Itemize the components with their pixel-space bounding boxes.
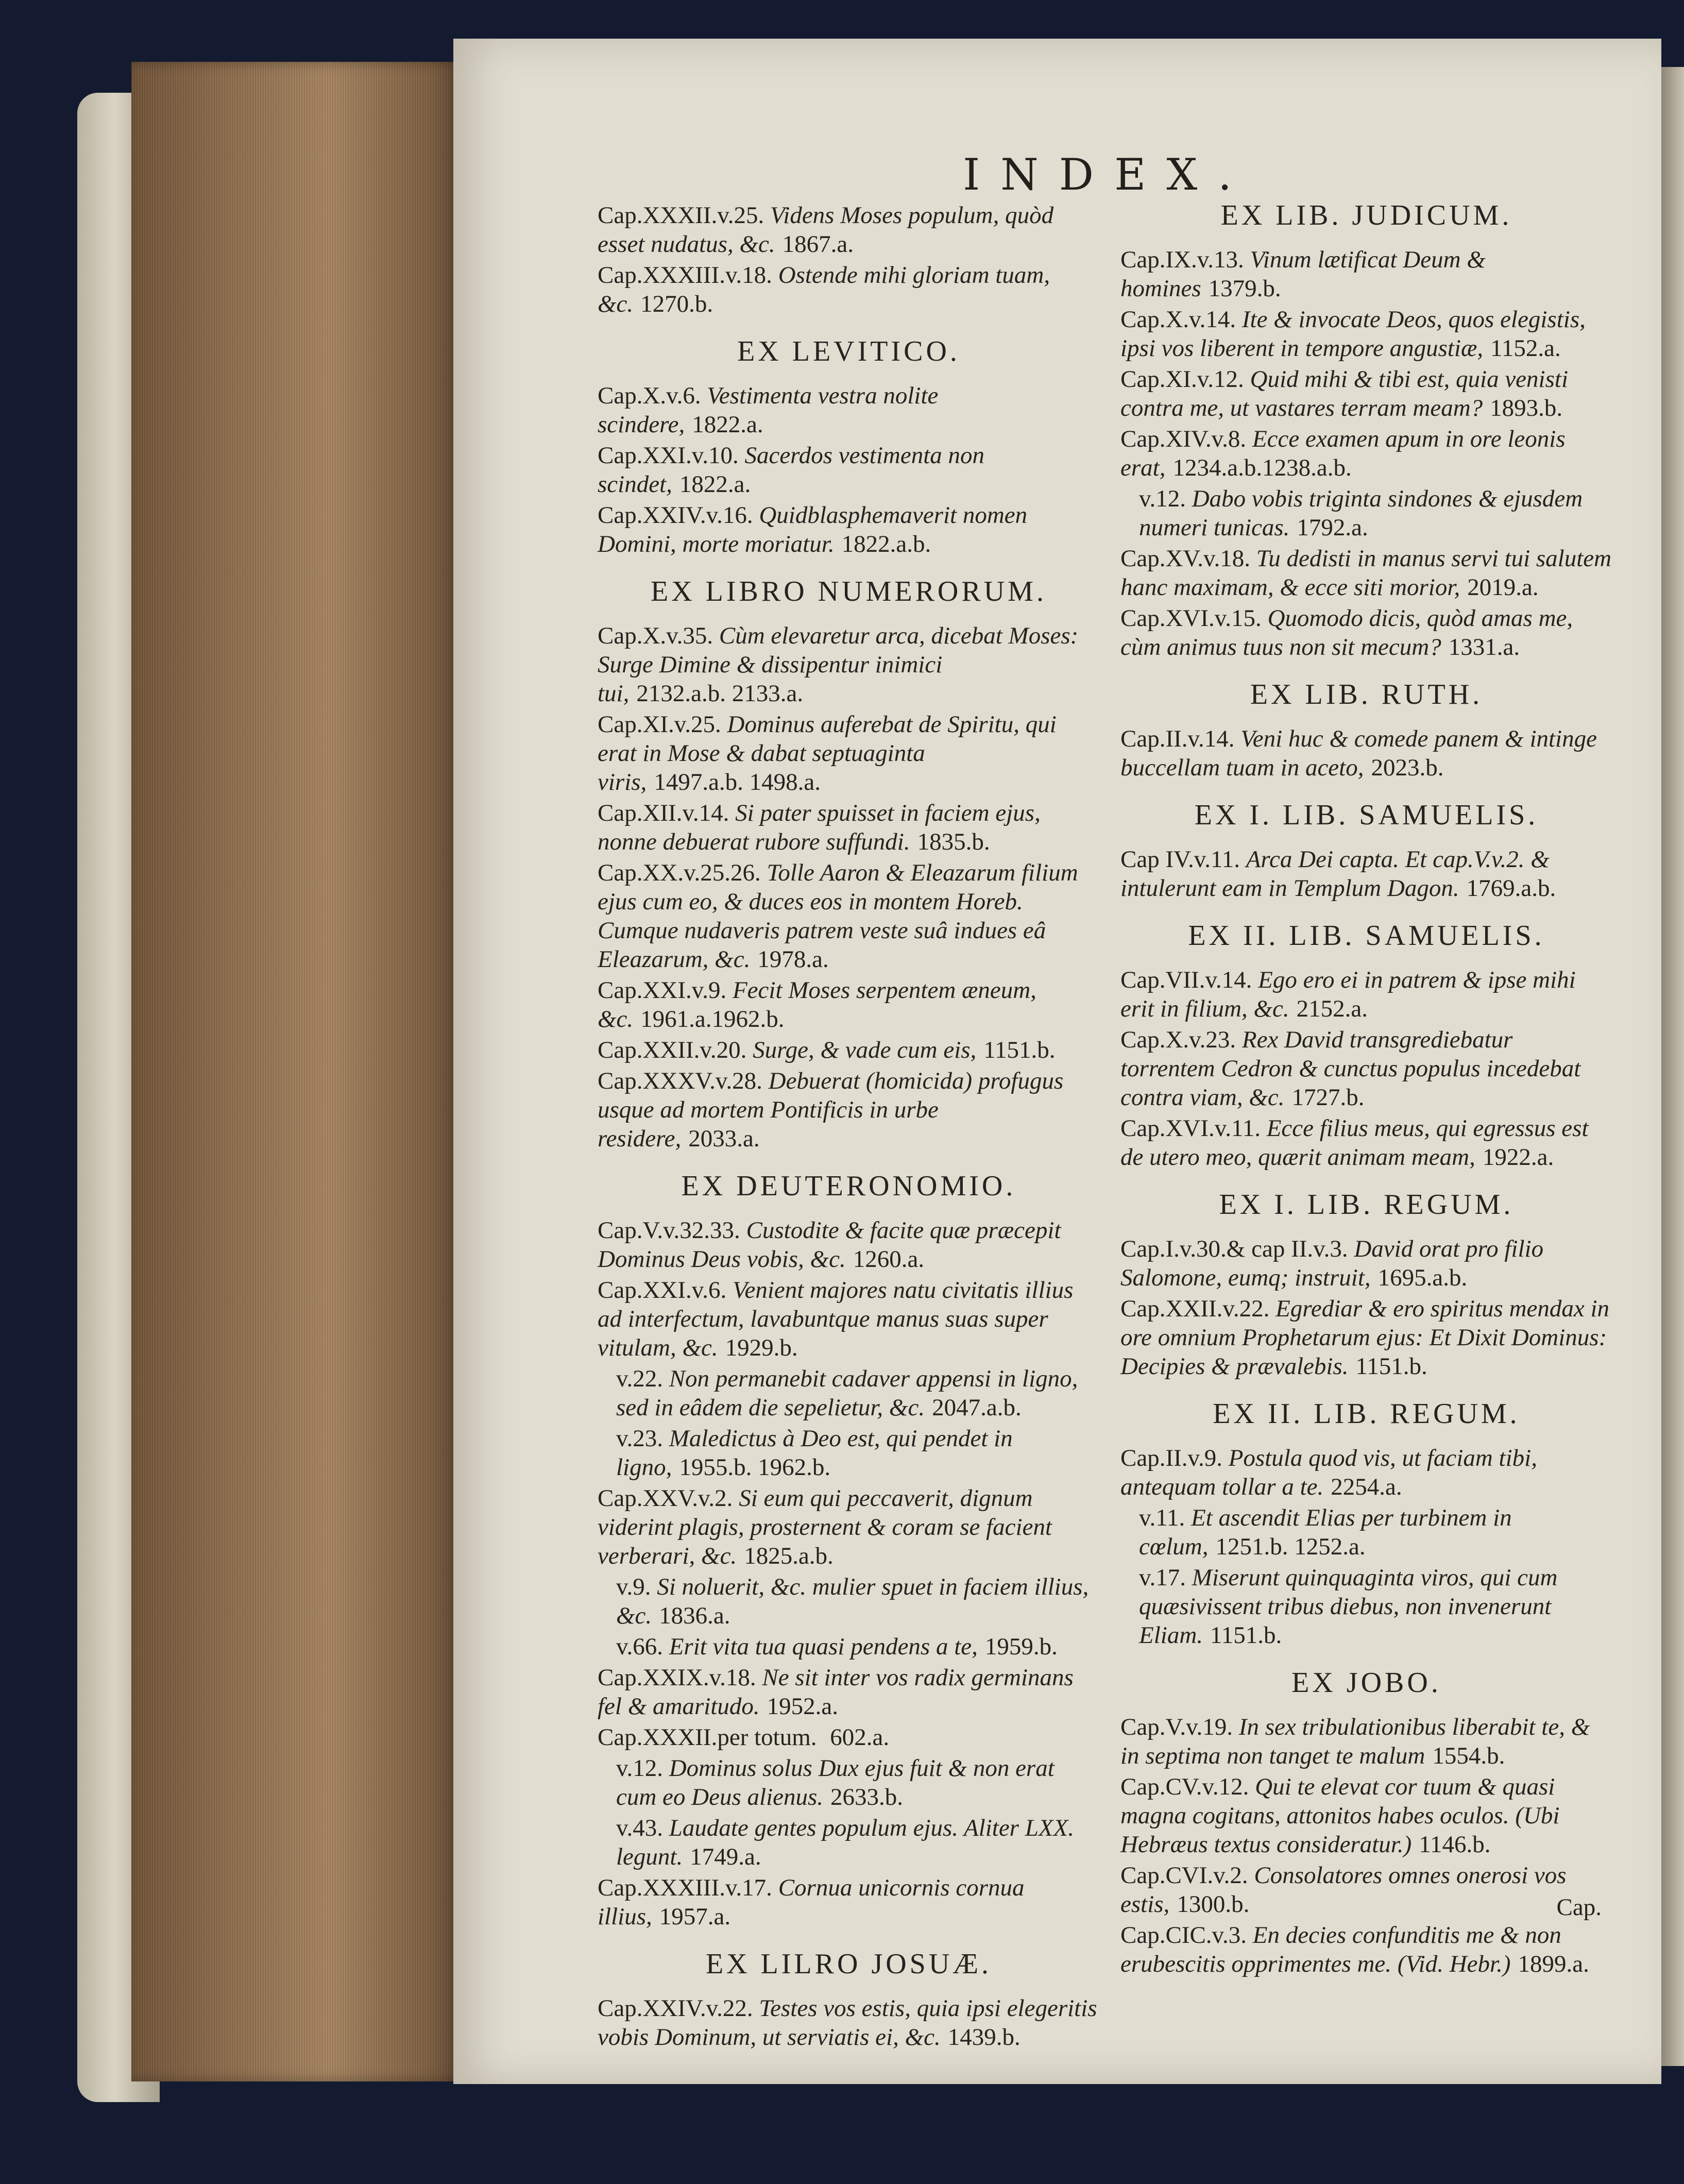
entry-reference: Cap.XXIV.v.16. bbox=[598, 502, 753, 529]
entry-text: Cornua unicornis cornua illius, bbox=[598, 1874, 1025, 1930]
index-entry bbox=[598, 799, 1100, 856]
index-entry bbox=[1120, 1114, 1612, 1172]
entry-text: Egrediar & ero spiritus mendax in ore omnium Prophetarum ejus: Et Dixit Dominus: Decipies & prævalebis. bbox=[1120, 1295, 1610, 1380]
index-section bbox=[1120, 680, 1612, 782]
index-entry bbox=[598, 1036, 1100, 1064]
entry-page: 1270.b. bbox=[640, 291, 713, 317]
index-entry bbox=[598, 710, 1100, 797]
entry-reference: Cap.XXIX.v.18. bbox=[598, 1664, 756, 1691]
entry-reference: Cap.XXII.v.20. bbox=[598, 1037, 747, 1063]
entry-text: In sex tribulationibus liberabit te, & in septima non tanget te malum bbox=[1120, 1714, 1590, 1769]
entry-reference: Cap.XX.v.25.26. bbox=[598, 859, 761, 886]
index-section bbox=[1120, 1190, 1612, 1381]
entry-text: Cùm elevaretur arca, dicebat Moses: Surge Dimine & dissipentur inimici tui, bbox=[598, 622, 1079, 707]
entry-page: 1836.a. bbox=[659, 1602, 730, 1629]
entry-text: Quid mihi & tibi est, quia venisti contra me, ut vastares terram meam? bbox=[1120, 366, 1569, 421]
facing-page-edge bbox=[1661, 67, 1684, 2066]
entry-text: Sacerdos vestimenta non scindet, bbox=[598, 442, 985, 498]
entry-page: 1331.a. bbox=[1448, 634, 1520, 661]
entry-reference: Cap.V.v.19. bbox=[1120, 1714, 1233, 1740]
section-title: EX I. LIB. SAMUELIS. bbox=[1194, 799, 1539, 831]
entry-reference: Cap.XV.v.18. bbox=[1120, 545, 1250, 572]
entry-page: 1952.a. bbox=[767, 1693, 839, 1720]
entry-text: Erit vita tua quasi pendens a te, bbox=[669, 1633, 978, 1660]
entry-text: Tu dedisti in manus servi tui salutem hanc maximam, & ecce siti morior, bbox=[1120, 545, 1612, 601]
section-title: EX LIB. RUTH. bbox=[1250, 679, 1483, 710]
section-title: EX LIB. JUDICUM. bbox=[1220, 199, 1512, 231]
entry-reference: Cap.VII.v.14. bbox=[1120, 967, 1252, 993]
entry-page: 1978.a. bbox=[757, 946, 829, 973]
section-title: EX JOBO. bbox=[1291, 1667, 1441, 1699]
entry-text: Veni huc & comede panem & intinge buccellam tuam in aceto, bbox=[1120, 725, 1597, 781]
index-entry bbox=[598, 976, 1100, 1034]
entry-page: 1727.b. bbox=[1291, 1084, 1365, 1111]
entry-reference: Cap.XI.v.12. bbox=[1120, 366, 1244, 393]
entry-text: Arca Dei capta. Et cap.V.v.2. & intulerunt eam in Templum Dagon. bbox=[1120, 846, 1550, 902]
entry-page: 602.a. bbox=[830, 1724, 890, 1751]
entry-text: Vinum lætificat Deum & homines bbox=[1120, 246, 1486, 302]
index-entry bbox=[1120, 245, 1612, 303]
index-entry bbox=[598, 1484, 1100, 1570]
index-section bbox=[598, 337, 1100, 558]
entry-reference: Cap.X.v.23. bbox=[1120, 1026, 1236, 1053]
entry-page: 1260.a. bbox=[853, 1246, 925, 1273]
index-section bbox=[598, 1950, 1100, 2052]
entry-text: Et ascendit Elias per turbinem in cœlum, bbox=[1139, 1504, 1512, 1560]
entry-text: Surge, & vade cum eis, bbox=[753, 1037, 977, 1063]
section-title: EX DEUTERONOMIO. bbox=[681, 1170, 1016, 1202]
section-title: EX LILRO JOSUÆ. bbox=[705, 1948, 992, 1980]
entry-page: 1929.b. bbox=[725, 1334, 798, 1361]
entry-reference: Cap.XXXIII.v.17. bbox=[598, 1874, 772, 1901]
entry-reference: Cap.CVI.v.2. bbox=[1120, 1862, 1248, 1889]
entry-page: 1769.a.b. bbox=[1466, 875, 1556, 902]
entry-page: 1822.a. bbox=[692, 411, 763, 438]
index-entry bbox=[598, 1364, 1100, 1422]
entry-page: 2254.a. bbox=[1331, 1474, 1402, 1500]
index-entry bbox=[598, 381, 1100, 439]
entry-page: 1899.a. bbox=[1518, 1951, 1589, 1977]
entry-text: Fecit Moses serpentem æneum, &c. bbox=[598, 977, 1036, 1032]
index-entry bbox=[598, 201, 1100, 259]
section-title: EX LIBRO NUMERORUM. bbox=[651, 575, 1047, 607]
entry-reference: Cap.IX.v.13. bbox=[1120, 246, 1244, 273]
index-entry bbox=[1120, 1234, 1612, 1292]
entry-reference: Cap.XXXV.v.28. bbox=[598, 1068, 762, 1094]
entry-reference: Cap.II.v.14. bbox=[1120, 725, 1235, 752]
entry-reference: v.9. bbox=[616, 1573, 651, 1600]
entry-text: Postula quod vis, ut faciam tibi, antequam tollar a te. bbox=[1120, 1445, 1537, 1500]
index-entry bbox=[1120, 724, 1612, 782]
entry-text: Ne sit inter vos radix germinans fel & amaritudo. bbox=[598, 1664, 1074, 1720]
entry-page: 1695.a.b. bbox=[1377, 1264, 1468, 1291]
entry-page: 1835.b. bbox=[917, 828, 990, 855]
entry-reference: Cap.XXI.v.10. bbox=[598, 442, 739, 469]
index-section bbox=[1120, 921, 1612, 1172]
entry-reference: v.22. bbox=[616, 1365, 663, 1392]
index-entry bbox=[598, 1572, 1100, 1630]
index-section bbox=[1120, 801, 1612, 903]
index-entry bbox=[598, 1873, 1100, 1931]
entry-page: 1151.b. bbox=[983, 1037, 1056, 1063]
entry-reference: v.23. bbox=[616, 1425, 663, 1452]
index-entry bbox=[1120, 365, 1612, 422]
index-entry bbox=[598, 621, 1100, 708]
index-section bbox=[1120, 201, 1612, 662]
entry-page: 1825.a.b. bbox=[744, 1543, 834, 1569]
entry-text: Si noluerit, &c. mulier spuet in faciem illius, &c. bbox=[616, 1573, 1089, 1629]
entry-reference: Cap.CIC.v.3. bbox=[1120, 1922, 1247, 1949]
index-entry bbox=[1120, 1713, 1612, 1770]
entry-text: Consolatores omnes onerosi vos estis, bbox=[1120, 1862, 1567, 1918]
entry-text: Vestimenta vestra nolite scindere, bbox=[598, 382, 939, 438]
entry-reference: v.66. bbox=[616, 1633, 663, 1660]
entry-reference: Cap.XXXII.v.25. bbox=[598, 202, 764, 229]
entry-text: Ite & invocate Deos, quos elegistis, ipsi vos liberent in tempore angustiæ, bbox=[1120, 306, 1586, 362]
entry-page: 1922.a. bbox=[1482, 1144, 1554, 1171]
entry-text: Ego ero ei in patrem & ipse mihi erit in filium, &c. bbox=[1120, 967, 1576, 1022]
index-entry bbox=[1120, 1025, 1612, 1112]
entry-page: 1792.a. bbox=[1297, 514, 1368, 541]
entry-page: 1151.b. bbox=[1210, 1622, 1282, 1649]
entry-reference: Cap.XI.v.25. bbox=[598, 711, 721, 738]
entry-reference: Cap.X.v.35. bbox=[598, 622, 713, 649]
entry-page: 1439.b. bbox=[947, 2024, 1020, 2051]
entry-reference: Cap.CV.v.12. bbox=[1120, 1773, 1249, 1800]
entry-page: 1822.a.b. bbox=[841, 531, 931, 557]
index-entry bbox=[598, 1632, 1100, 1661]
entry-page: 1300.b. bbox=[1177, 1891, 1250, 1918]
index-entry bbox=[1120, 1444, 1612, 1501]
entry-reference: Cap.X.v.14. bbox=[1120, 306, 1236, 333]
entry-page: 1234.a.b.1238.a.b. bbox=[1172, 454, 1352, 481]
entry-text: Si pater spuisset in faciem ejus, nonne debuerat rubore suffundi. bbox=[598, 800, 1041, 855]
entry-page: 1749.a. bbox=[690, 1843, 761, 1870]
page-edges bbox=[131, 62, 461, 2081]
index-entry bbox=[598, 858, 1100, 974]
entry-text: Dabo vobis triginta sindones & ejusdem numeri tunicas. bbox=[1139, 485, 1583, 541]
entry-text: Venient majores natu civitatis illius ad interfectum, lavabuntque manus suas super vitulam, &c. bbox=[598, 1277, 1074, 1361]
entry-page: 1961.a.1962.b. bbox=[640, 1006, 785, 1032]
entry-reference: Cap IV.v.11. bbox=[1120, 846, 1240, 873]
entry-text: David orat pro filio Salomone, eumq; instruit, bbox=[1120, 1235, 1544, 1291]
entry-page: 1379.b. bbox=[1208, 275, 1281, 302]
index-entry bbox=[1120, 1294, 1612, 1381]
index-entry bbox=[598, 1424, 1100, 1482]
entry-text: Si eum qui peccaverit, dignum viderint plagis, prosternent & coram se facient verberari, &c. bbox=[598, 1485, 1052, 1569]
entry-text: Non permanebit cadaver appensi in ligno, sed in eâdem die sepelietur, &c. bbox=[616, 1365, 1078, 1421]
left-column bbox=[598, 201, 1100, 2058]
entry-page: 1822.a. bbox=[679, 471, 751, 498]
catchword: Cap. bbox=[1556, 1894, 1602, 1921]
index-section bbox=[598, 1172, 1100, 1931]
entry-reference: v.11. bbox=[1139, 1504, 1185, 1531]
entry-page: 2047.a.b. bbox=[932, 1394, 1022, 1421]
index-entry bbox=[1120, 604, 1612, 662]
entry-text: Miserunt quinquaginta viros, qui cum quæsivissent tribus diebus, non invenerunt Eliam. bbox=[1139, 1564, 1558, 1649]
index-entry bbox=[598, 261, 1100, 318]
entry-page: 2023.b. bbox=[1371, 754, 1444, 781]
entry-text: Rex David transgrediebatur torrentem Cedron & cunctus populus incedebat contra viam, &c. bbox=[1120, 1026, 1581, 1111]
entry-text: Debuerat (homicida) profugus usque ad mortem Pontificis in urbe residere, bbox=[598, 1068, 1064, 1152]
entry-reference: Cap.II.v.9. bbox=[1120, 1445, 1222, 1471]
index-entry bbox=[598, 1723, 1100, 1752]
entry-reference: Cap.XVI.v.11. bbox=[1120, 1115, 1261, 1142]
section-title: EX LEVITICO. bbox=[737, 335, 960, 367]
index-entry bbox=[1120, 845, 1612, 903]
entry-reference: v.12. bbox=[616, 1755, 663, 1782]
entry-reference: v.12. bbox=[1139, 485, 1186, 512]
index-section bbox=[598, 201, 1100, 318]
entry-reference: Cap.XXV.v.2. bbox=[598, 1485, 733, 1512]
index-entry bbox=[1120, 544, 1612, 602]
entry-page: 1955.b. 1962.b. bbox=[679, 1454, 831, 1481]
index-section bbox=[598, 577, 1100, 1153]
entry-page: 2633.b. bbox=[830, 1784, 904, 1810]
entry-reference: Cap.XII.v.14. bbox=[598, 800, 729, 826]
index-entry bbox=[1120, 1503, 1612, 1561]
index-entry bbox=[598, 1276, 1100, 1362]
index-entry bbox=[1120, 1563, 1612, 1650]
entry-page: 2019.a. bbox=[1467, 574, 1539, 601]
entry-text: Dominus solus Dux ejus fuit & non erat cum eo Deus alienus. bbox=[616, 1755, 1054, 1810]
entry-reference: Cap.XXXII.per totum. bbox=[598, 1724, 817, 1751]
entry-text: Custodite & facite quæ præcepit Dominus Deus vobis, &c. bbox=[598, 1217, 1061, 1273]
entry-page: 1251.b. 1252.a. bbox=[1215, 1533, 1366, 1560]
entry-text: Testes vos estis, quia ipsi elegeritis vobis Dominum, ut serviatis ei, &c. bbox=[598, 1995, 1097, 2051]
entry-reference: Cap.XXI.v.6. bbox=[598, 1277, 727, 1303]
entry-text: Tolle Aaron & Eleazarum filium ejus cum eo, & duces eos in montem Horeb. Cumque nudaveris patrem veste suâ indues eâ Eleazarum, &c. bbox=[598, 859, 1078, 973]
index-entry bbox=[598, 1994, 1100, 2052]
entry-page: 1152.a. bbox=[1490, 335, 1561, 362]
entry-reference: Cap.XIV.v.8. bbox=[1120, 426, 1247, 452]
entry-reference: Cap.V.v.32.33. bbox=[598, 1217, 740, 1244]
entry-page: 1146.b. bbox=[1419, 1831, 1491, 1858]
index-entry bbox=[598, 1814, 1100, 1871]
index-section bbox=[1120, 1399, 1612, 1650]
index-entry bbox=[1120, 484, 1612, 542]
entry-page: 2033.a. bbox=[688, 1125, 760, 1152]
entry-reference: Cap.I.v.30.& cap II.v.3. bbox=[1120, 1235, 1348, 1262]
entry-reference: Cap.XVI.v.15. bbox=[1120, 605, 1262, 632]
index-entry bbox=[598, 1216, 1100, 1274]
entry-text: Qui te elevat cor tuum & quasi magna cogitans, attonitos habes oculos. (Ubi Hebræus textus consideratur.) bbox=[1120, 1773, 1560, 1858]
entry-text: Ecce examen apum in ore leonis erat, bbox=[1120, 426, 1566, 481]
entry-text: Quomodo dicis, quòd amas me, cùm animus tuus non sit mecum? bbox=[1120, 605, 1573, 661]
entry-reference: Cap.XXI.v.9. bbox=[598, 977, 727, 1004]
page-header: INDEX. bbox=[963, 149, 1252, 200]
entry-text: En decies confunditis me & non erubescitis opprimentes me. (Vid. Hebr.) bbox=[1120, 1922, 1561, 1977]
entry-text: Laudate gentes populum ejus. Aliter LXX. legunt. bbox=[616, 1815, 1075, 1870]
entry-reference: v.17. bbox=[1139, 1564, 1186, 1591]
entry-page: 1867.a. bbox=[782, 231, 854, 258]
entry-reference: Cap.XXXIII.v.18. bbox=[598, 262, 772, 289]
index-entry bbox=[598, 1663, 1100, 1721]
entry-page: 1959.b. bbox=[984, 1633, 1058, 1660]
right-column bbox=[1120, 201, 1612, 1985]
index-entry bbox=[598, 441, 1100, 499]
entry-page: 1554.b. bbox=[1432, 1742, 1505, 1769]
section-title: EX II. LIB. REGUM. bbox=[1213, 1398, 1520, 1430]
index-entry bbox=[1120, 966, 1612, 1023]
entry-page: 2132.a.b. 2133.a. bbox=[636, 680, 804, 707]
section-title: EX II. LIB. SAMUELIS. bbox=[1188, 920, 1545, 952]
entry-reference: Cap.XXII.v.22. bbox=[1120, 1295, 1270, 1322]
section-title: EX I. LIB. REGUM. bbox=[1219, 1189, 1514, 1221]
entry-text: Videns Moses populum, quòd esset nudatus, &c. bbox=[598, 202, 1054, 258]
index-entry bbox=[1120, 425, 1612, 482]
index-entry bbox=[1120, 1861, 1612, 1919]
entry-text: Quidblasphemaverit nomen Domini, morte moriatur. bbox=[598, 502, 1028, 557]
entry-text: Ostende mihi gloriam tuam, &c. bbox=[598, 262, 1050, 317]
entry-text: Ecce filius meus, qui egressus est de utero meo, quærit animam meam, bbox=[1120, 1115, 1589, 1171]
index-entry bbox=[598, 1754, 1100, 1811]
entry-page: 2152.a. bbox=[1296, 995, 1368, 1022]
entry-reference: v.43. bbox=[616, 1815, 663, 1841]
index-entry bbox=[1120, 1921, 1612, 1978]
entry-text: Maledictus à Deo est, qui pendet in ligno, bbox=[616, 1425, 1013, 1481]
entry-reference: Cap.XXIV.v.22. bbox=[598, 1995, 753, 2022]
entry-page: 1151.b. bbox=[1355, 1353, 1427, 1380]
index-entry bbox=[1120, 1772, 1612, 1859]
index-section bbox=[1120, 1668, 1612, 1978]
entry-page: 1497.a.b. 1498.a. bbox=[654, 769, 821, 795]
index-entry bbox=[1120, 305, 1612, 363]
index-entry bbox=[598, 1066, 1100, 1153]
index-entry bbox=[598, 501, 1100, 558]
entry-reference: Cap.X.v.6. bbox=[598, 382, 701, 409]
entry-text: Dominus auferebat de Spiritu, qui erat in Mose & dabat septuaginta viris, bbox=[598, 711, 1057, 795]
entry-page: 1957.a. bbox=[659, 1903, 731, 1930]
entry-page: 1893.b. bbox=[1490, 395, 1563, 421]
